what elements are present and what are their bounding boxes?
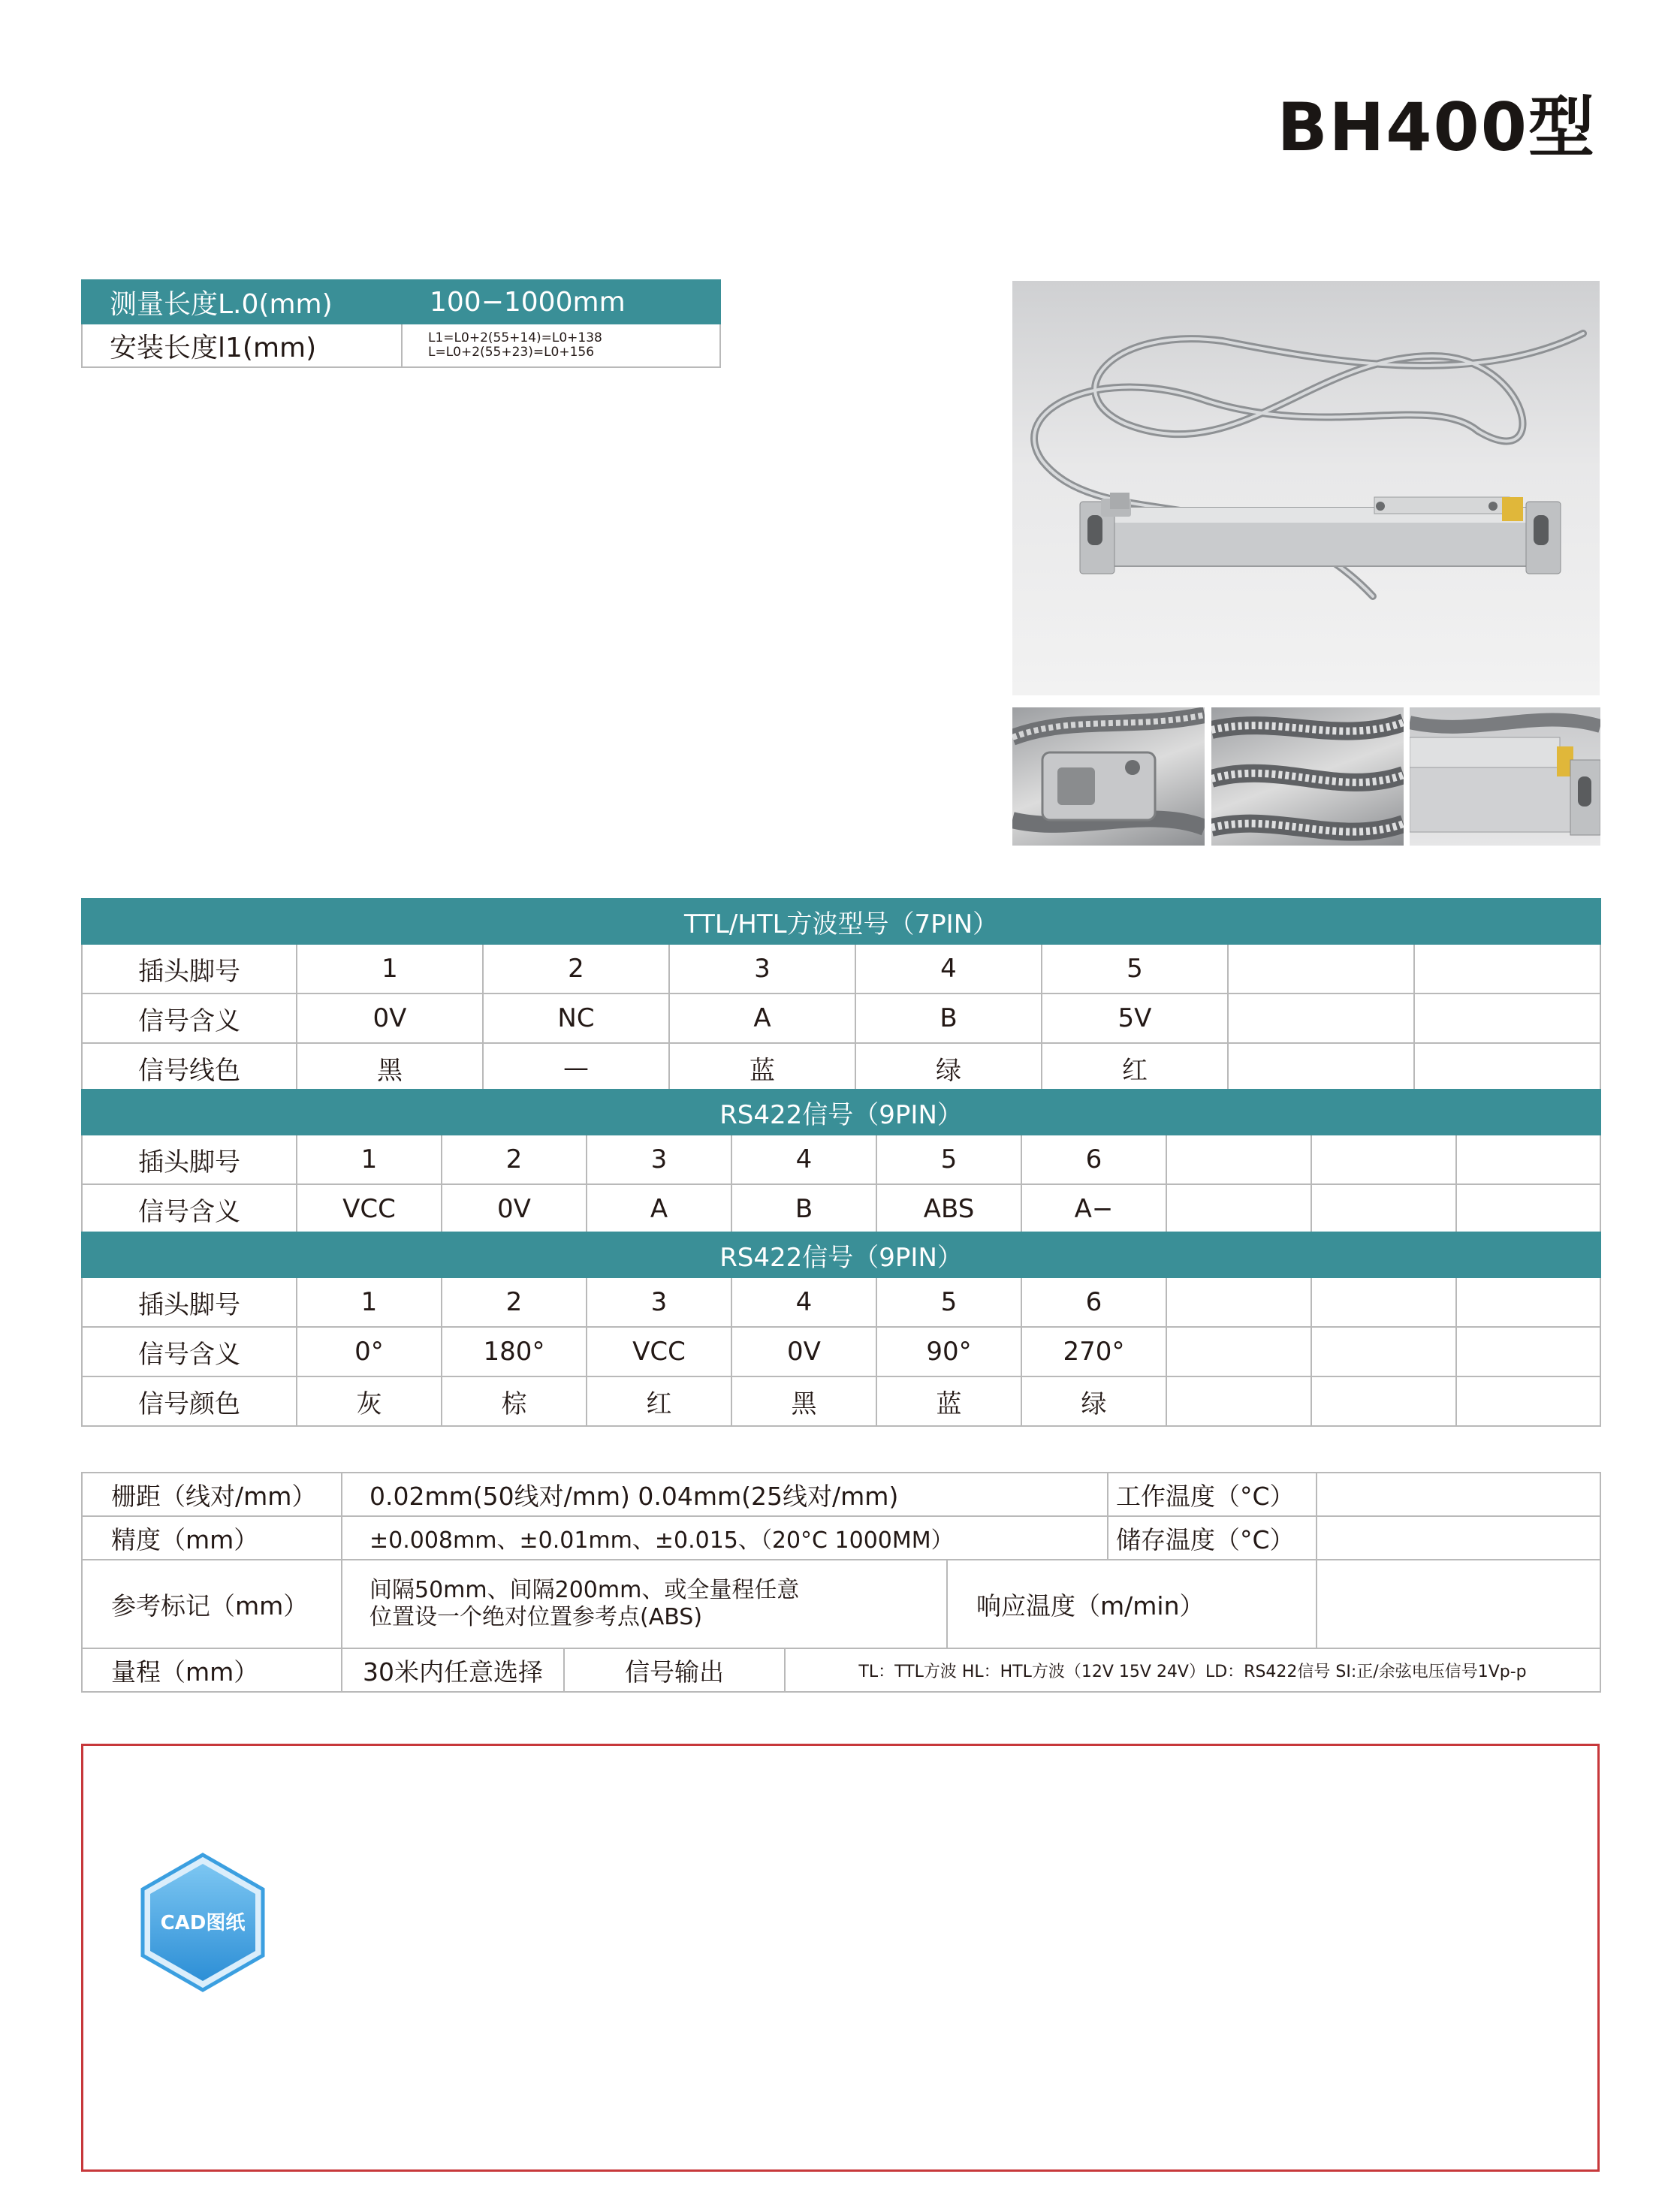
rs422-table-2-header: RS422信号（9PIN） [82,1232,1600,1277]
rs422-pin-table-1 [81,1089,1601,1235]
table-cell [1414,1043,1600,1093]
reference-mark-label: 参考标记（mm） [82,1560,342,1648]
table-cell: NC [483,993,669,1043]
measure-length-label: 测量长度L.0(mm) [82,280,402,324]
reference-mark-line-2: 位置设一个绝对位置参考点(ABS) [369,1604,703,1630]
table-cell: 3 [587,1135,731,1184]
row-grating-pitch [82,1473,1600,1516]
row-label: 信号含义 [82,993,297,1043]
cable-photo-drawing [1211,707,1404,846]
table-cell [1311,1376,1456,1426]
table-cell: 灰 [297,1376,442,1426]
table-cell: 1 [297,1277,442,1327]
rs422-pin-table-2 [81,1232,1601,1427]
ttl-row-pin [82,944,1600,993]
table-cell: 红 [1042,1043,1228,1093]
table-cell [1456,1376,1600,1426]
grating-pitch-value: 0.02mm(50线对/mm) 0.04mm(25线对/mm) [342,1473,1108,1516]
product-photo-drawing [1012,281,1600,695]
install-length-value [402,324,720,367]
table-cell [1456,1184,1600,1234]
row-label: 信号含义 [82,1184,297,1234]
reference-mark-value [342,1560,947,1648]
cable-photo [1211,707,1404,846]
table-cell: VCC [297,1184,442,1234]
table-cell: 蓝 [669,1043,855,1093]
table-cell: 棕 [442,1376,587,1426]
product-title: BH400型 [1277,89,1596,166]
table-cell [1456,1327,1600,1376]
rs422b-row-pin [82,1277,1600,1327]
cad-drawing-frame [81,1744,1600,2172]
ttl-table-header: TTL/HTL方波型号（7PIN） [82,899,1600,944]
table-cell: 3 [669,944,855,993]
table-cell: 0V [731,1327,876,1376]
spec-table [81,279,721,368]
connector-photo-drawing [1012,707,1205,846]
response-label: 响应温度（m/min） [947,1560,1317,1648]
table-cell [1414,993,1600,1043]
row-precision [82,1516,1600,1560]
table-cell [1228,944,1414,993]
table-cell: 1 [297,944,483,993]
row-label: 信号含义 [82,1327,297,1376]
rs422a-row-pin [82,1135,1600,1184]
table-cell: 5 [1042,944,1228,993]
table-cell: 3 [587,1277,731,1327]
storage-temp-value [1317,1516,1600,1560]
table-cell: 4 [731,1135,876,1184]
table-cell [1456,1277,1600,1327]
precision-label: 精度（mm） [82,1516,342,1560]
rs422a-row-signal [82,1184,1600,1234]
row-label: 插头脚号 [82,944,297,993]
table-cell: 2 [442,1135,587,1184]
table-cell: A− [1021,1184,1166,1234]
response-value [1317,1560,1600,1648]
ttl-pin-table [81,898,1601,1093]
table-cell: 270° [1021,1327,1166,1376]
table-cell [1228,993,1414,1043]
signal-output-label: 信号输出 [564,1648,785,1692]
table-cell: 180° [442,1327,587,1376]
row-range [82,1648,1600,1692]
cad-badge-label: CAD图纸 [160,1912,246,1934]
row-label: 插头脚号 [82,1135,297,1184]
signal-output-value: TL：TTL方波 HL：HTL方波（12V 15V 24V）LD：RS422信号 SI:正/余弦电压信号1Vp-p [785,1648,1600,1692]
table-cell [1456,1135,1600,1184]
ttl-row-signal [82,993,1600,1043]
rs422-table-1-header: RS422信号（9PIN） [82,1090,1600,1135]
install-length-formula-1: L1=L0+2(55+14)=L0+138 [428,330,602,345]
table-cell: 5V [1042,993,1228,1043]
connector-photo [1012,707,1205,846]
table-cell: 0V [297,993,483,1043]
table-cell: 4 [731,1277,876,1327]
grating-pitch-label: 栅距（线对/mm） [82,1473,342,1516]
table-cell: 2 [483,944,669,993]
table-cell: 绿 [855,1043,1042,1093]
precision-value: ±0.008mm、±0.01mm、±0.015、（20°C 1000MM） [342,1516,1108,1560]
table-cell: 0V [442,1184,587,1234]
table-cell: 0° [297,1327,442,1376]
table-cell: VCC [587,1327,731,1376]
table-cell [1311,1277,1456,1327]
table-cell: ABS [876,1184,1021,1234]
reference-mark-line-1: 间隔50mm、间隔200mm、或全量程任意 [369,1577,800,1603]
cad-badge-icon [138,1852,267,1993]
storage-temp-label: 储存温度（°C） [1108,1516,1317,1560]
table-cell: 蓝 [876,1376,1021,1426]
table-cell: 4 [855,944,1042,993]
table-cell: A [669,993,855,1043]
spec-row-install-length [82,324,720,367]
table-cell [1311,1184,1456,1234]
install-length-formula-2: L=L0+2(55+23)=L0+156 [428,345,595,360]
table-cell [1414,944,1600,993]
table-cell [1311,1327,1456,1376]
parameter-table [81,1472,1601,1693]
table-cell [1166,1277,1311,1327]
install-length-label: 安装长度l1(mm) [82,324,402,367]
table-cell: 绿 [1021,1376,1166,1426]
table-cell: A [587,1184,731,1234]
table-cell [1228,1043,1414,1093]
measure-length-value: 100−1000mm [402,280,720,324]
scale-end-photo [1410,707,1600,846]
table-cell: B [731,1184,876,1234]
table-cell [1166,1376,1311,1426]
table-cell: 红 [587,1376,731,1426]
table-cell: 2 [442,1277,587,1327]
table-cell: 黑 [297,1043,483,1093]
table-cell: 1 [297,1135,442,1184]
table-cell [1166,1327,1311,1376]
row-label: 信号颜色 [82,1376,297,1426]
table-cell [1166,1135,1311,1184]
table-cell: — [483,1043,669,1093]
rs422b-row-color [82,1376,1600,1426]
table-cell [1166,1184,1311,1234]
table-cell: 6 [1021,1135,1166,1184]
table-cell: B [855,993,1042,1043]
table-cell: 黑 [731,1376,876,1426]
table-cell [1311,1135,1456,1184]
table-cell: 6 [1021,1277,1166,1327]
row-label: 信号线色 [82,1043,297,1093]
product-photo [1012,281,1600,695]
scale-end-photo-drawing [1410,707,1600,846]
rs422b-row-signal [82,1327,1600,1376]
row-reference-mark [82,1560,1600,1648]
row-label: 插头脚号 [82,1277,297,1327]
spec-row-measure-length [82,280,720,324]
work-temp-value [1317,1473,1600,1516]
table-cell: 5 [876,1135,1021,1184]
work-temp-label: 工作温度（°C） [1108,1473,1317,1516]
ttl-row-wire-color [82,1043,1600,1093]
table-cell: 90° [876,1327,1021,1376]
range-value: 30米内任意选择 [342,1648,564,1692]
range-label: 量程（mm） [82,1648,342,1692]
table-cell: 5 [876,1277,1021,1327]
